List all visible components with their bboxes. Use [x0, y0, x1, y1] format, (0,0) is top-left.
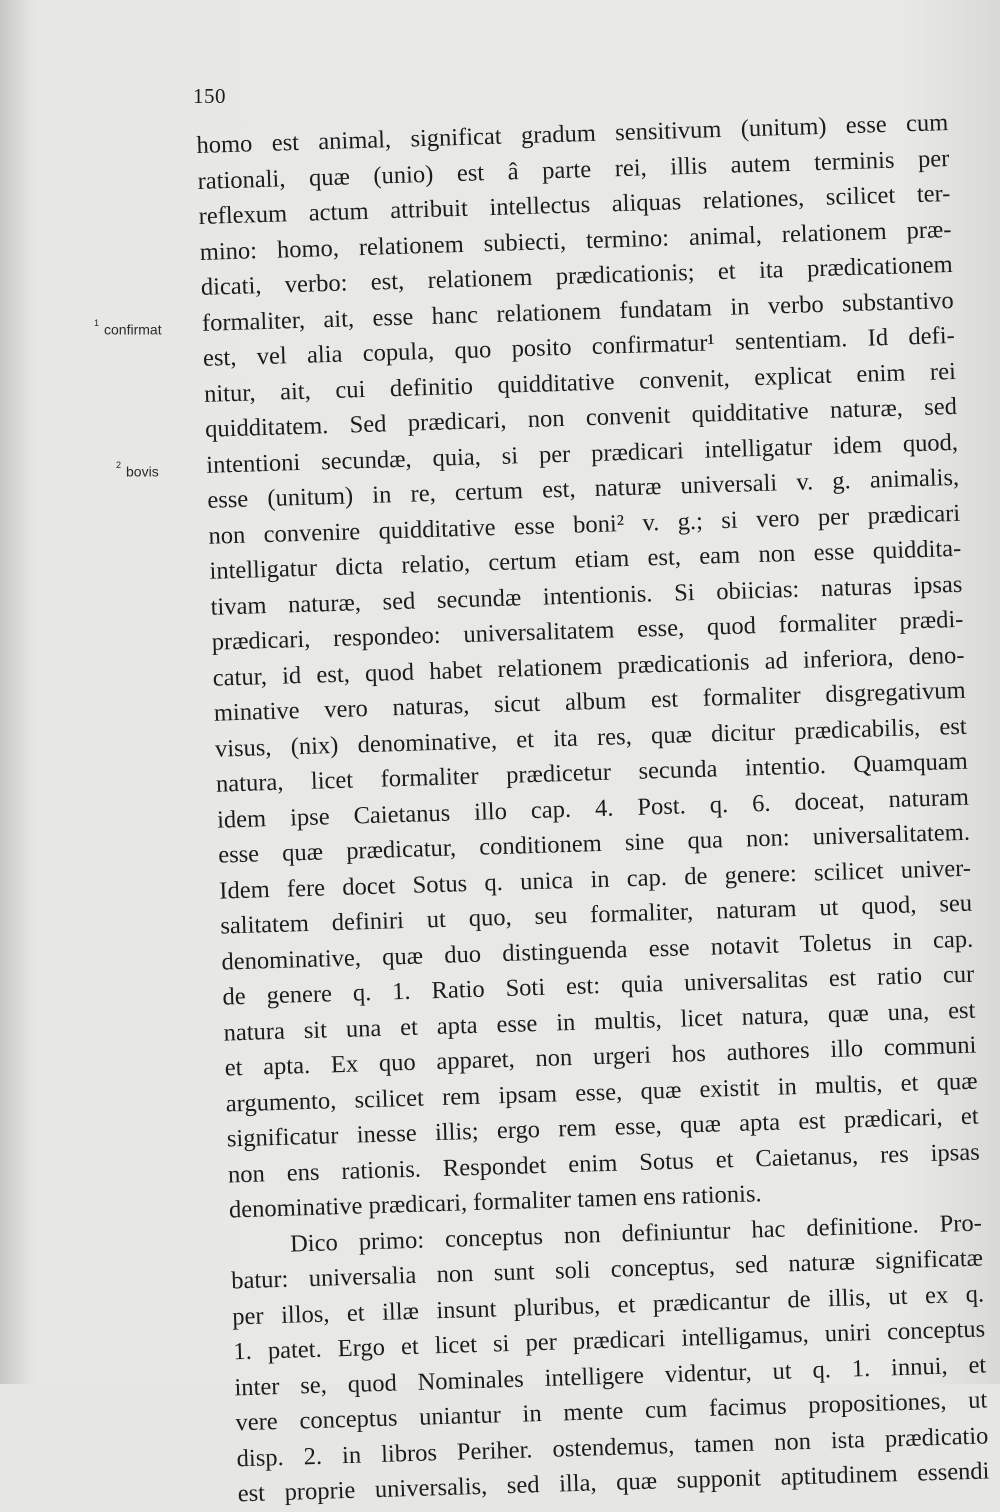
text-line: dicati, verbo: est, relationem prædicationis; et ita prædicationem — [200, 250, 953, 301]
text-line: idem ipse Caietanus illo cap. 4. Post. q. 6. doceat, naturam — [216, 783, 970, 834]
text-line: intelligatur dicta relatio, certum etiam est, eam non esse quiddita- — [209, 534, 962, 585]
text-line: salitatem definiri ut quo, seu formaliter, naturam ut quod, seu — [219, 889, 973, 940]
margin-note-confirmat — [94, 318, 162, 338]
text-line: prædicari, respondeo: universalitatem esse, quod formaliter prædi- — [211, 605, 964, 656]
text-line: rationali, quæ (unio) est â parte rei, illis autem terminis per — [197, 144, 950, 195]
text-line: inter se, quod Nominales intelligere videntur, ut q. 1. innui, et — [234, 1350, 987, 1401]
text-line: denominative prædicari, formaliter tamen ens rationis. — [228, 1180, 762, 1224]
text-line: est proprie universalis, sed illa, quæ supponit aptitudinem essendi — [237, 1457, 990, 1508]
margin-note-marker: 2 — [116, 460, 122, 470]
margin-note-bovis — [116, 460, 159, 480]
page-number: 150 — [193, 84, 226, 108]
text-line: Idem fere docet Sotus q. unica in cap. de genere: scilicet univer- — [218, 854, 972, 905]
text-line: catur, id est, quod habet relationem prædicationis ad inferiora, deno- — [212, 641, 965, 692]
text-line: natura, licet formaliter prædicetur secunda intentio. Quamquam — [215, 747, 969, 798]
margin-note-marker: 1 — [94, 318, 100, 328]
text-line: per illos, et illæ insunt pluribus, et prædicantur de illis, ut ex q. — [231, 1279, 985, 1330]
page-edge-shadow — [0, 0, 30, 1384]
margin-note-text: confirmat — [104, 321, 162, 338]
text-line: visus, (nix) denominative, et ita res, quæ dicitur prædicabilis, est — [214, 712, 968, 763]
text-line: est, vel alia copula, quo posito confirmatur¹ sententiam. Id defi- — [202, 321, 956, 372]
text-line: et apta. Ex quo apparet, non urgeri hos authores illo communi — [224, 1031, 977, 1082]
text-line: 1. patet. Ergo et licet si per prædicari intelligamus, uniri conceptus — [232, 1315, 986, 1366]
text-line: minative vero naturas, sicut album est formaliter disgregativum — [213, 676, 966, 727]
text-line: significatur inesse illis; ergo rem esse, quæ apta est prædicari, et — [226, 1102, 979, 1153]
paragraph-first-line: Dico primo: conceptus non definiuntur hac definitione. Pro- — [289, 1209, 983, 1258]
text-line: non ens rationis. Respondet enim Sotus et Caietanus, res ipsas — [227, 1138, 981, 1189]
text-line: natura sit una et apta esse in multis, licet natura, quæ una, est — [223, 996, 976, 1047]
text-line: homo est animal, significat gradum sensitivum (unitum) esse cum — [196, 109, 949, 159]
text-line: non convenire quidditative esse boni² v. g.; si vero per prædicari — [208, 499, 961, 550]
text-line: mino: homo, relationem subiecti, termino: animal, relationem præ- — [199, 215, 952, 266]
text-line: de genere q. 1. Ratio Soti est: quia universalitas est ratio cur — [222, 960, 975, 1011]
text-line: vere conceptus uniantur in mente cum facimus propositiones, ut — [235, 1386, 988, 1437]
text-line: disp. 2. in libros Periher. ostendemus, tamen non ista prædicatio — [236, 1421, 989, 1472]
margin-note-text: bovis — [126, 463, 159, 480]
text-line: argumento, scilicet rem ipsam esse, quæ existit in multis, et quæ — [225, 1067, 978, 1118]
text-line: formaliter, ait, esse hanc relationem fundatam in verbo substantivo — [201, 286, 955, 337]
text-line: reflexum actum attribuit intellectus aliquas relationes, scilicet ter- — [198, 180, 951, 230]
text-line: esse (unitum) in re, certum est, naturæ universali v. g. animalis, — [206, 463, 960, 514]
text-line: tivam naturæ, sed secundæ intentionis. Si obiicias: naturas ipsas — [210, 570, 963, 621]
text-line: esse quæ prædicatur, conditionem sine qua non: universalitatem. — [217, 818, 971, 869]
text-line: intentioni secundæ, quia, si per prædicari intelligatur idem quod, — [205, 428, 959, 479]
text-line: batur: universalia non sunt soli conceptus, sed naturæ significatæ — [230, 1244, 984, 1295]
body-text — [196, 104, 1000, 1511]
text-line: nitur, ait, cui definitio quidditative convenit, explicat enim rei — [203, 357, 957, 408]
text-line: denominative, quæ duo distinguenda esse notavit Toletus in cap. — [221, 925, 974, 976]
text-line: quidditatem. Sed prædicari, non convenit quidditative naturæ, sed — [204, 392, 958, 443]
